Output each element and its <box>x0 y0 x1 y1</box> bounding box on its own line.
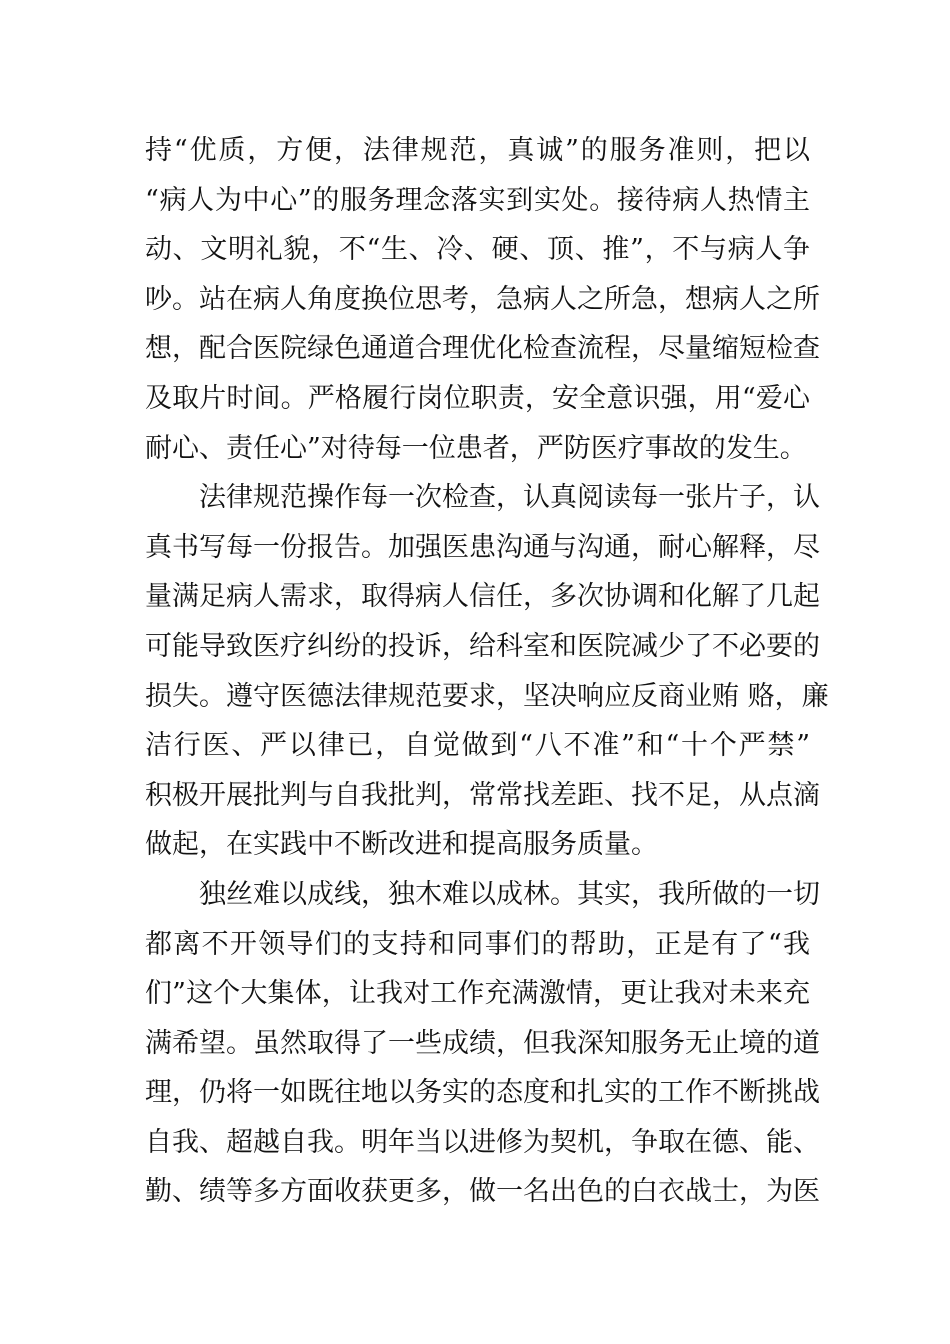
text-line: 勤、绩等多方面收获更多，做一名出色的白衣战士，为医 <box>145 1176 820 1208</box>
paragraph-first-line: 法律规范操作每一次检查，认真阅读每一张片子，认 <box>199 482 820 514</box>
text-line: “病人为中心”的服务理念落实到实处。接待病人热情主 <box>145 184 810 216</box>
text-line: 理，仍将一如既往地以务实的态度和扎实的工作不断挑战 <box>145 1077 820 1109</box>
text-line: 满希望。虽然取得了一些成绩，但我深知服务无止境的道 <box>145 1027 820 1059</box>
text-line: 真书写每一份报告。加强医患沟通与沟通，耐心解释，尽 <box>145 531 820 563</box>
text-line: 积极开展批判与自我批判，常常找差距、找不足，从点滴 <box>145 779 820 811</box>
text-line: 耐心、责任心”对待每一位患者，严防医疗事故的发生。 <box>145 432 807 464</box>
text-line: 们”这个大集体，让我对工作充满激情，更让我对未来充 <box>145 978 810 1010</box>
text-line: 损失。遵守医德法律规范要求，坚决响应反商业贿 赂，廉 <box>145 680 829 712</box>
text-line: 吵。站在病人角度换位思考，急病人之所急，想病人之所 <box>145 283 820 315</box>
text-line: 洁行医、严以律已，自觉做到“八不准”和“十个严禁” <box>145 730 810 762</box>
text-line: 想，配合医院绿色通道合理优化检查流程，尽量缩短检查 <box>145 333 820 365</box>
text-line: 及取片时间。严格履行岗位职责，安全意识强，用“爱心 <box>145 382 810 414</box>
text-line: 动、文明礼貌，不“生、冷、硬、顶、推”，不与病人争 <box>145 234 810 266</box>
text-line: 可能导致医疗纠纷的投诉，给科室和医院减少了不必要的 <box>145 630 820 662</box>
text-line: 量满足病人需求，取得病人信任，多次协调和化解了几起 <box>145 581 820 613</box>
text-line: 做起，在实践中不断改进和提高服务质量。 <box>145 829 658 861</box>
body-text <box>145 126 829 1217</box>
text-line: 自我、超越自我。明年当以进修为契机，争取在德、能、 <box>145 1126 820 1158</box>
paragraph-first-line: 独丝难以成线，独木难以成林。其实，我所做的一切 <box>199 878 820 910</box>
text-line: 都离不开领导们的支持和同事们的帮助，正是有了“我 <box>145 928 810 960</box>
text-line: 持“优质，方便，法律规范，真诚”的服务准则，把以 <box>145 135 810 166</box>
